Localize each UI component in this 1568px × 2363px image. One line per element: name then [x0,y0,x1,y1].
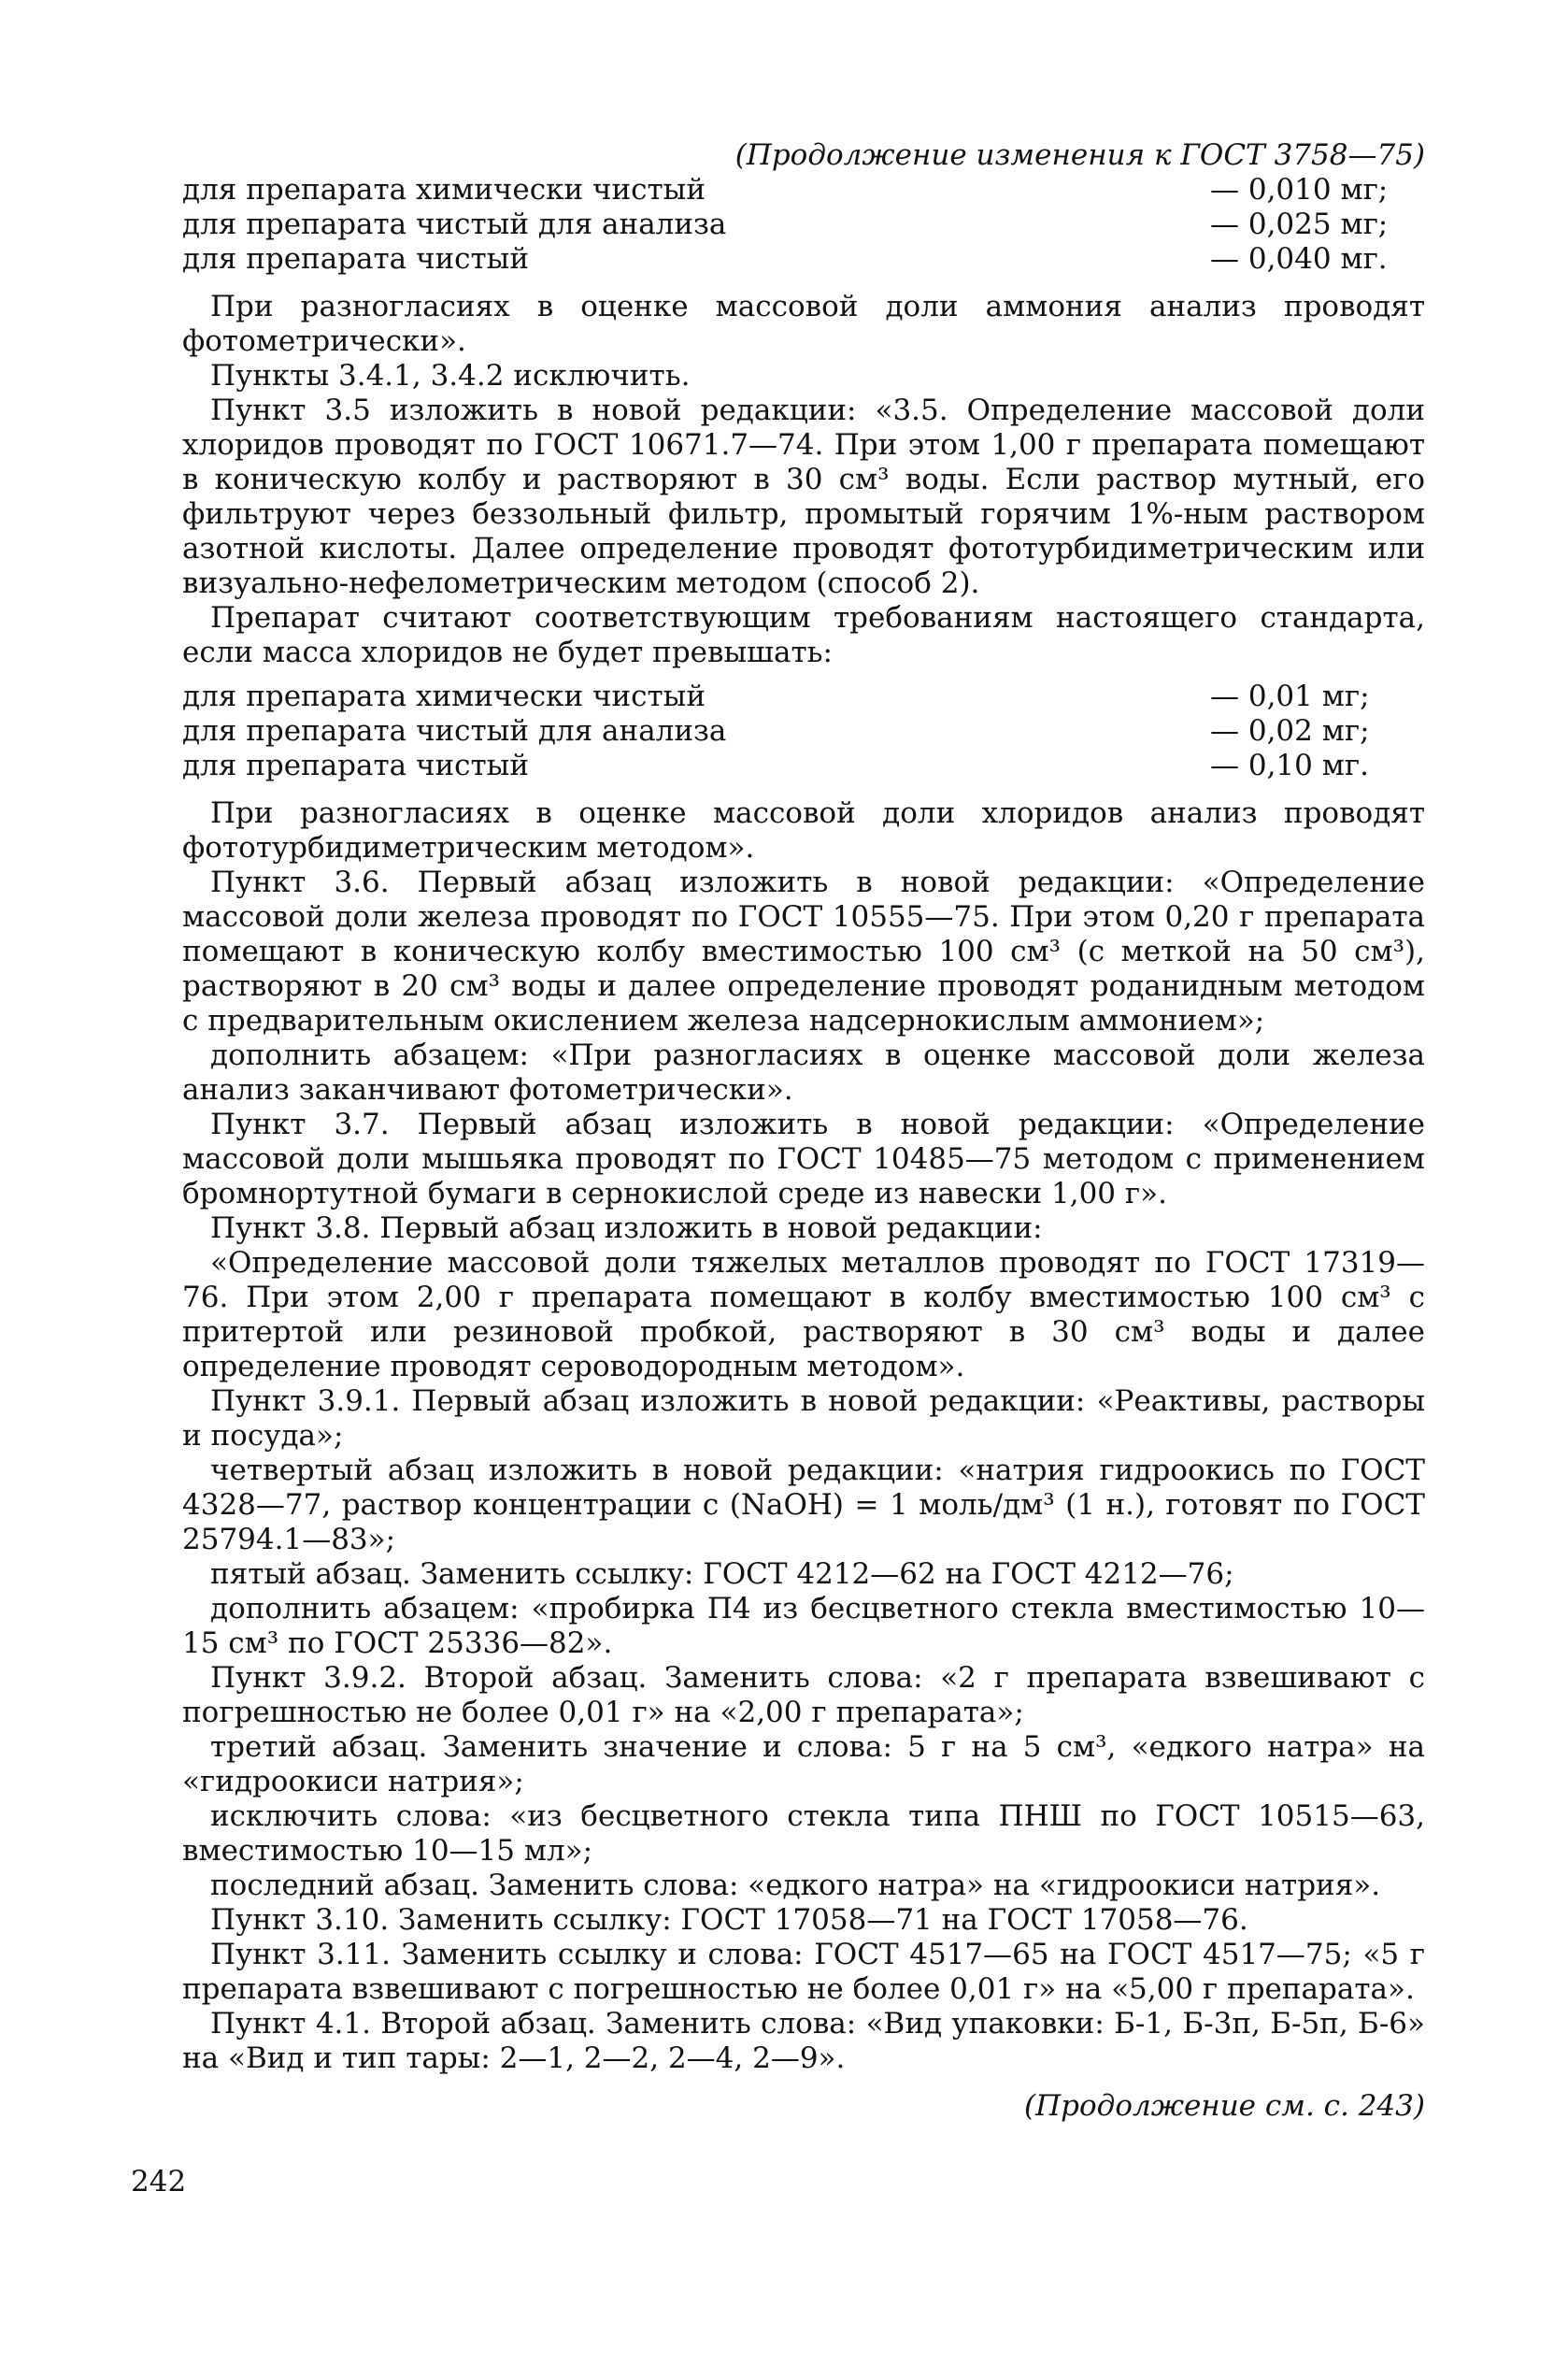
page-number: 242 [131,2165,187,2198]
paragraph: Пункт 3.11. Заменить ссылку и слова: ГОСТ 4517—65 на ГОСТ 4517—75; «5 г препарата взвешивают с погрешностью не более 0,01 г» на «5,00 г препарата». [182,1938,1425,2006]
paragraph: Пункт 3.10. Заменить ссылку: ГОСТ 17058—71 на ГОСТ 17058—76. [210,1903,1248,1937]
impurity-limits-table-ammonium [182,173,1425,277]
paragraph: Пункт 3.9.1. Первый абзац изложить в новой редакции: «Реактивы, растворы и посуда»; [182,1384,1425,1453]
continuation-header: (Продолжение изменения к ГОСТ 3758—75) [734,138,1425,172]
paragraph: дополнить абзацем: «пробирка П4 из бесцветного стекла вместимостью 10—15 см³ по ГОСТ 25336—82». [182,1592,1425,1660]
paragraph: Пункт 3.7. Первый абзац изложить в новой редакции: «Определение массовой доли мышьяка проводят по ГОСТ 10485—75 методом с применением бромнортутной бумаги в сернокислой среде из навески 1,00 г». [182,1108,1425,1210]
paragraph: Пункты 3.4.1, 3.4.2 исключить. [210,359,691,393]
grade-label: для препарата чистый для анализа [182,714,727,748]
grade-label: для препарата чистый [182,242,530,276]
paragraph: четвертый абзац изложить в новой редакции: «натрия гидроокись по ГОСТ 4328—77, раствор концентрации с (NaOH) = 1 моль/дм³ (1 н.), готовят по ГОСТ 25794.1—83»; [182,1454,1425,1556]
grade-label: для препарата чистый [182,749,530,782]
paragraph: третий абзац. Заменить значение и слова: 5 г на 5 см³, «едкого натра» на «гидроокиси натрия»; [182,1730,1425,1798]
paragraph: Пункт 4.1. Второй абзац. Заменить слова: «Вид упаковки: Б-1, Б-3п, Б-5п, Б-6» на «Вид и тип тары: 2—1, 2—2, 2—4, 2—9». [182,2007,1425,2075]
page-body [182,138,1425,2124]
paragraph: «Определение массовой доли тяжелых металлов проводят по ГОСТ 17319—76. При этом 2,00 г препарата помещают в колбу вместимостью 100 см³ с притертой или резиновой пробкой, растворяют в 30 см³ воды и далее определение проводят сероводородным методом». [182,1246,1425,1383]
table-row [182,208,1425,242]
limit-value: — 0,010 мг; [1210,173,1389,207]
paragraph: пятый абзац. Заменить ссылку: ГОСТ 4212—62 на ГОСТ 4212—76; [210,1557,1234,1591]
paragraph: Пункт 3.6. Первый абзац изложить в новой редакции: «Определение массовой доли железа проводят по ГОСТ 10555—75. При этом 0,20 г препарата помещают в коническую колбу вместимостью 100 см³ (с меткой на 50 см³), растворяют в 20 см³ воды и далее определение проводят роданидным методом с предварительным окислением железа надсернокислым аммонием»; [182,866,1425,1038]
paragraph: Пункт 3.8. Первый абзац изложить в новой редакции: [210,1211,1043,1245]
grade-label: для препарата химически чистый [182,173,706,207]
table-row [182,242,1425,277]
paragraph: Пункт 3.9.2. Второй абзац. Заменить слова: «2 г препарата взвешивают с погрешностью не более 0,01 г» на «2,00 г препарата»; [182,1661,1425,1729]
limit-value: — 0,01 мг; [1210,680,1370,713]
limit-value: — 0,025 мг; [1210,208,1389,241]
paragraph: исключить слова: «из бесцветного стекла типа ПНШ по ГОСТ 10515—63, вместимостью 10—15 мл»; [182,1799,1425,1868]
grade-label: для препарата чистый для анализа [182,208,727,241]
paragraph: Пункт 3.5 изложить в новой редакции: «3.5. Определение массовой доли хлоридов проводят по ГОСТ 10671.7—74. При этом 1,00 г препарата помещают в коническую колбу и растворяют в 30 см³ воды. Если раствор мутный, его фильтруют через беззольный фильтр, промытый горячим 1%-ным раствором азотной кислоты. Далее определение проводят фототурбидиметрическим или визуально-нефелометрическим методом (способ 2). [182,394,1425,600]
grade-label: для препарата химически чистый [182,680,706,713]
table-row [182,173,1425,208]
paragraph: дополнить абзацем: «При разногласиях в оценке массовой доли железа анализ заканчивают фотометрически». [182,1038,1425,1107]
limit-value: — 0,02 мг; [1210,714,1370,748]
limit-value: — 0,10 мг. [1210,749,1369,782]
table-row [182,680,1425,714]
paragraph: При разногласиях в оценке массовой доли хлоридов анализ проводят фототурбидиметрическим методом». [182,796,1425,865]
limit-value: — 0,040 мг. [1210,242,1388,276]
table-row [182,714,1425,749]
paragraph: При разногласиях в оценке массовой доли аммония анализ проводят фотометрически». [182,290,1425,358]
continuation-footer: (Продолжение см. с. 243) [1024,2089,1425,2123]
impurity-limits-table-chlorides [182,680,1425,783]
table-row [182,749,1425,783]
paragraph: Препарат считают соответствующим требованиям настоящего стандарта, если масса хлоридов не будет превышать: [182,601,1425,669]
paragraph: последний абзац. Заменить слова: «едкого натра» на «гидроокиси натрия». [210,1869,1381,1902]
